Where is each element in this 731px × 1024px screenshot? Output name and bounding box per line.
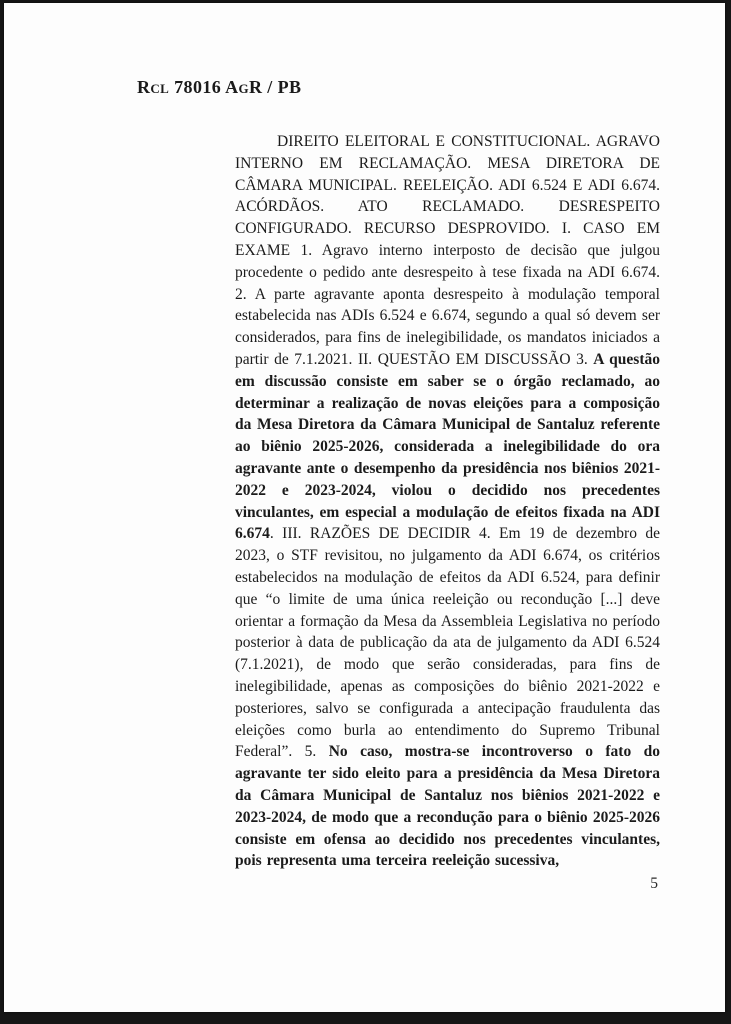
ementa-block (235, 131, 660, 895)
ementa-paragraph: DIREITO ELEITORAL E CONSTITUCIONAL. AGRAVO INTERNO EM RECLAMAÇÃO. MESA DIRETORA DE CÂMARA MUNICIPAL. REELEIÇÃO. ADI 6.524 E ADI 6.674. ACÓRDÃOS. ATO RECLAMADO. DESRESPEITO CONFIGURADO. RECURSO DESPROVIDO. I. CASO EM EXAME 1. Agravo interno interposto de decisão que julgou procedente o pedido ante desrespeito à tese fixada na ADI 6.674. 2. A parte agravante aponta desrespeito à modulação temporal estabelecida nas ADIs 6.524 e 6.674, segundo a qual só devem ser considerados, para fins de inelegibilidade, os mandatos iniciados a partir de 7.1.2021. II. QUESTÃO EM DISCUSSÃO 3. A questão em discussão consiste em saber se o órgão reclamado, ao determinar a realização de novas eleições para a composição da Mesa Diretora da Câmara Municipal de Santaluz referente ao biênio 2025-2026, considerada a inelegibilidade do ora agravante ante o desempenho da presidência nos biênios 2021-2022 e 2023-2024, violou o decidido nos precedentes vinculantes, em especial a modulação de efeitos fixada na ADI 6.674. III. RAZÕES DE DECIDIR 4. Em 19 de dezembro de 2023, o STF revisitou, no julgamento da ADI 6.674, os critérios estabelecidos na modulação de efeitos da ADI 6.524, para definir que “o limite de uma única reeleição ou recondução [...] deve orientar a formação da Mesa da Assembleia Legislativa no período posterior à data de publicação da ata de julgamento da ADI 6.524 (7.1.2021), de modo que serão consideradas, para fins de inelegibilidade, apenas as composições do biênio 2021-2022 e posteriores, salvo se configurada a antecipação fraudulenta das eleições como burla ao entendimento do Supremo Tribunal Federal”. 5. No caso, mostra-se incontroverso o fato do agravante ter sido eleito para a presidência da Mesa Diretora da Câmara Municipal de Santaluz nos biênios 2021-2022 e 2023-2024, de modo que a recondução para o biênio 2025-2026 consiste em ofensa ao decidido nos precedentes vinculantes, pois representa uma terceira reeleição sucessiva, (235, 133, 660, 870)
document-page (4, 3, 725, 1012)
page-number: 5 (650, 875, 658, 893)
case-header: Rcl 78016 AgR / PB (137, 77, 302, 97)
